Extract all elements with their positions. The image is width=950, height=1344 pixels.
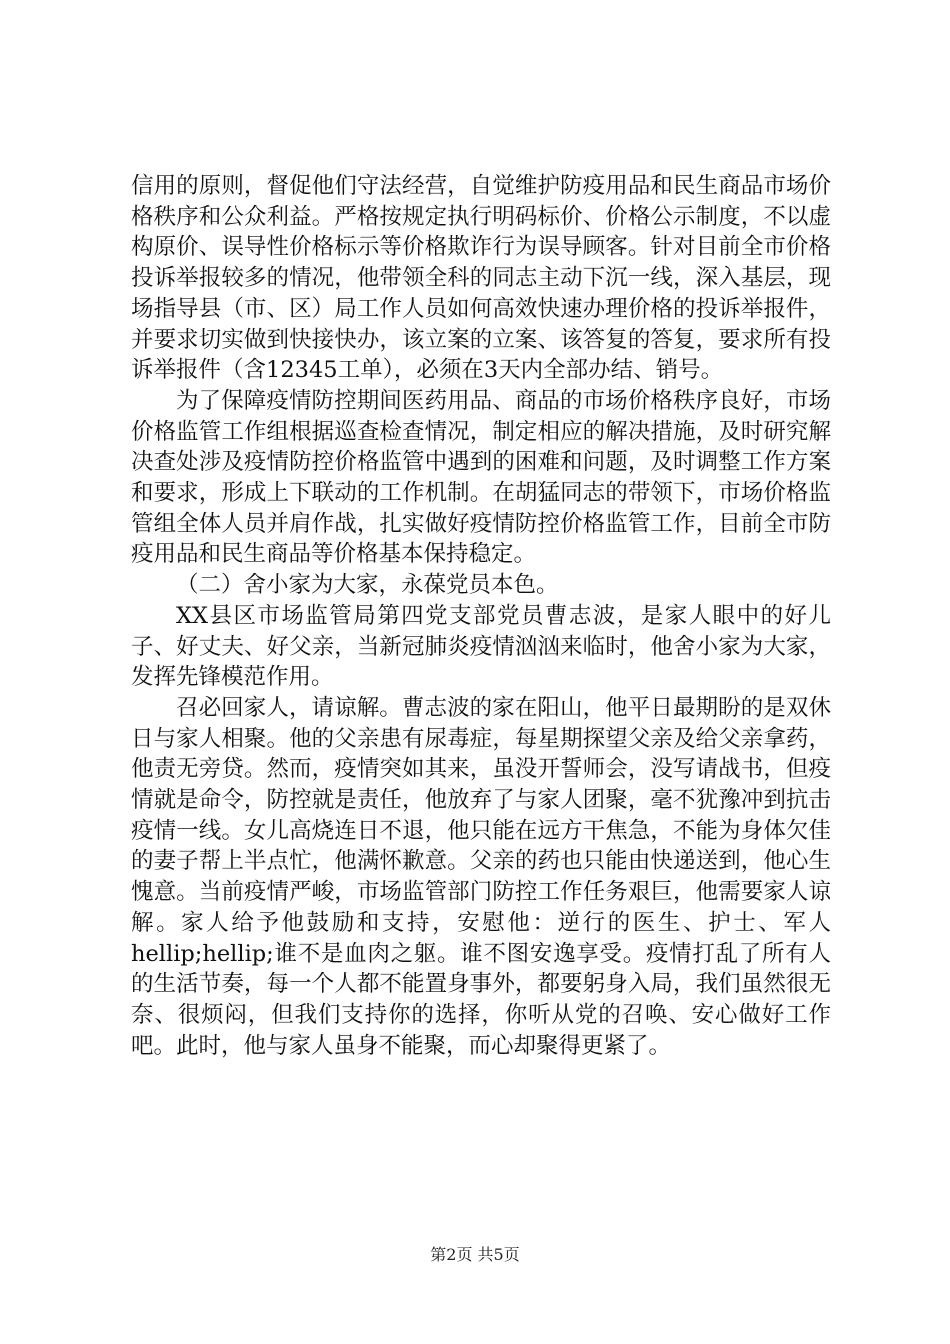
paragraph-family-understanding: 召必回家人，请谅解。曹志波的家在阳山，他平日最期盼的是双休日与家人相聚。他的父亲患有尿毒症，每星期探望父亲及给父亲拿药，他责无旁贷。然而，疫情突如其来，虽没开誓师会，没写请战书，但疫情就是命令，防控就是责任，他放弃了与家人团聚，毫不犹豫冲到抗击疫情一线。女儿高烧连日不退，他只能在远方干焦急，不能为身体欠佳的妻子帮上半点忙，他满怀歉意。父亲的药也只能由快递送到，他心生愧意。当前疫情严峻，市场监管部门防控工作任务艰巨，他需要家人谅解。家人给予他鼓励和支持，安慰他：逆行的医生、护士、军人hellip;hellip;谁不是血肉之躯。谁不图安逸享受。疫情打乱了所有人的生活节奏，每一个人都不能置身事外，都要躬身入局，我们虽然很无奈、很烦闷，但我们支持你的选择，你听从党的召唤、安心做好工作吧。此时，他与家人虽身不能聚，而心却聚得更紧了。 xyxy=(131,694,831,1059)
paragraph-continued: 信用的原则，督促他们守法经营，自觉维护防疫用品和民生商品市场价格秩序和公众利益。严格按规定执行明码标价、价格公示制度，不以虚构原价、误导性价格标示等价格欺诈行为误导顾客。针对目前全市价格投诉举报较多的情况，他带领全科的同志主动下沉一线，深入基层，现场指导县（市、区）局工作人员如何高效快速办理价格的投诉举报件，并要求切实做到快接快办，该立案的立案、该答复的答复，要求所有投诉举报件（含12345工单），必须在3天内全部办结、销号。 xyxy=(131,173,831,384)
page-number-footer: 第2页 共5页 xyxy=(430,1245,520,1264)
paragraph-cao-zhibo-intro: XX县区市场监管局第四党支部党员曹志波，是家人眼中的好儿子、好丈夫、好父亲，当新冠肺炎疫情汹汹来临时，他舍小家为大家，发挥先锋模范作用。 xyxy=(131,602,831,691)
section-heading: （二）舍小家为大家，永葆党员本色。 xyxy=(176,572,559,599)
paragraph-price-order: 为了保障疫情防控期间医药用品、商品的市场价格秩序良好，市场价格监管工作组根据巡查检查情况，制定相应的解决措施，及时研究解决查处涉及疫情防控价格监管中遇到的困难和问题，及时调整工作方案和要求，形成上下联动的工作机制。在胡猛同志的带领下，市场价格监管组全体人员并肩作战，扎实做好疫情防控价格监管工作，目前全市防疫用品和民生商品等价格基本保持稳定。 xyxy=(131,387,831,568)
document-body xyxy=(131,171,831,1061)
